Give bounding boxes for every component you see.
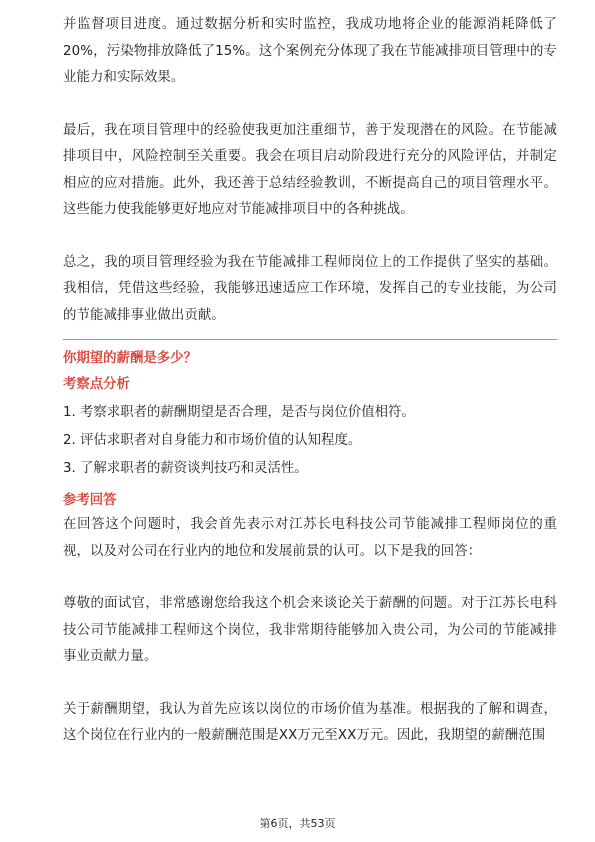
reference-heading: 参考回答 — [63, 493, 117, 508]
analysis-item: 1. 考察求职者的薪酬期望是否合理，是否与岗位价值相符。 — [63, 405, 415, 420]
body-paragraph: 并监督项目进度。通过数据分析和实时监控，我成功地将企业的能源消耗降低了20%，污染物排放降低了15%。这个案例充分体现了我在节能减排项目管理中的专业能力和实际效果。 — [63, 17, 557, 85]
analysis-heading: 考察点分析 — [63, 377, 130, 392]
paragraph-gap — [63, 92, 557, 118]
paragraph-gap — [63, 224, 557, 250]
answer-paragraph: 尊敬的面试官，非常感谢您给我这个机会来谈论关于薪酬的问题。对于江苏长电科技公司节能减排工程师这个岗位，我非常期待能够加入贵公司，为公司的节能减排事业贡献力量。 — [63, 596, 557, 664]
question-heading: 你期望的薪酬是多少？ — [63, 351, 197, 366]
page-footer: 第6页，共53页 — [259, 817, 336, 830]
reference-answer — [63, 512, 557, 750]
page-content — [63, 12, 557, 750]
paragraph-gap — [63, 565, 557, 591]
section-divider — [63, 339, 557, 340]
body-paragraph: 总之，我的项目管理经验为我在节能减排工程师岗位上的工作提供了坚实的基础。我相信，凭借这些经验，我能够迅速适应工作环境，发挥自己的专业技能，为公司的节能减排事业做出贡献。 — [63, 254, 557, 323]
body-paragraph: 最后，我在项目管理中的经验使我更加注重细节，善于发现潜在的风险。在节能减排项目中，风险控制至关重要。我会在项目启动阶段进行充分的风险评估，并制定相应的应对措施。此外，我还善于总结经验教训，不断提高自己的项目管理水平。这些能力使我能够更好地应对节能减排项目中的各种挑战。 — [63, 122, 557, 217]
analysis-item: 3. 了解求职者的薪资谈判技巧和灵活性。 — [63, 461, 308, 476]
analysis-item: 2. 评估求职者对自身能力和市场价值的认知程度。 — [63, 433, 362, 448]
answer-paragraph: 关于薪酬期望，我认为首先应该以岗位的市场价值为基准。根据我的了解和调查，这个岗位在行业内的一般薪酬范围是XX万元至XX万元。因此，我期望的薪酬范围 — [63, 701, 557, 743]
answer-paragraph: 在回答这个问题时，我会首先表示对江苏长电科技公司节能减排工程师岗位的重视，以及对公司在行业内的地位和发展前景的认可。以下是我的回答： — [63, 517, 557, 559]
paragraph-gap — [63, 671, 557, 697]
